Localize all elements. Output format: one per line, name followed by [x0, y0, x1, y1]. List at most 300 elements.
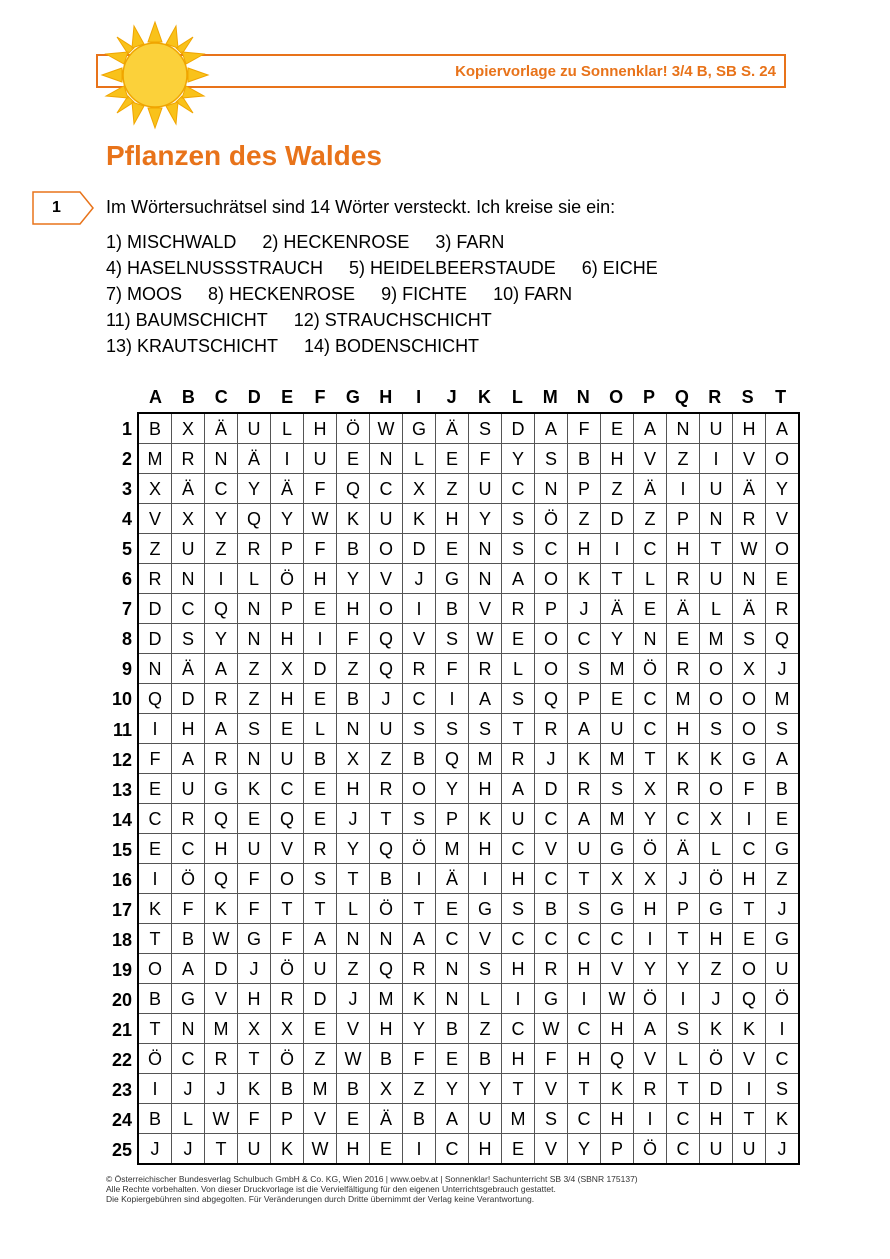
grid-cell[interactable]: T	[634, 744, 667, 774]
grid-cell[interactable]: E	[238, 804, 271, 834]
grid-cell[interactable]: H	[601, 1104, 634, 1134]
grid-cell[interactable]: S	[436, 624, 469, 654]
grid-cell[interactable]: L	[403, 444, 436, 474]
grid-cell[interactable]: V	[634, 444, 667, 474]
grid-cell[interactable]: D	[172, 684, 205, 714]
grid-cell[interactable]: K	[766, 1104, 800, 1134]
grid-cell[interactable]: N	[469, 564, 502, 594]
grid-cell[interactable]: I	[304, 624, 337, 654]
grid-cell[interactable]: M	[601, 654, 634, 684]
grid-cell[interactable]: S	[436, 714, 469, 744]
grid-cell[interactable]: N	[172, 1014, 205, 1044]
grid-cell[interactable]: T	[370, 804, 403, 834]
grid-cell[interactable]: R	[172, 804, 205, 834]
grid-cell[interactable]: I	[667, 984, 700, 1014]
grid-cell[interactable]: I	[469, 864, 502, 894]
grid-cell[interactable]: I	[502, 984, 535, 1014]
grid-cell[interactable]: W	[469, 624, 502, 654]
grid-cell[interactable]: E	[601, 684, 634, 714]
grid-cell[interactable]: U	[370, 504, 403, 534]
grid-cell[interactable]: Ö	[271, 954, 304, 984]
grid-cell[interactable]: O	[535, 564, 568, 594]
grid-cell[interactable]: S	[469, 714, 502, 744]
grid-cell[interactable]: J	[667, 864, 700, 894]
grid-cell[interactable]: C	[601, 924, 634, 954]
grid-cell[interactable]: Ö	[535, 504, 568, 534]
grid-cell[interactable]: Ö	[138, 1044, 172, 1074]
grid-cell[interactable]: H	[304, 564, 337, 594]
grid-cell[interactable]: H	[205, 834, 238, 864]
grid-cell[interactable]: C	[138, 804, 172, 834]
grid-cell[interactable]: I	[436, 684, 469, 714]
grid-cell[interactable]: E	[304, 804, 337, 834]
grid-cell[interactable]: Q	[436, 744, 469, 774]
grid-cell[interactable]: I	[271, 444, 304, 474]
grid-cell[interactable]: B	[535, 894, 568, 924]
grid-cell[interactable]: S	[304, 864, 337, 894]
grid-cell[interactable]: C	[667, 804, 700, 834]
grid-cell[interactable]: Ö	[271, 1044, 304, 1074]
grid-cell[interactable]: Y	[238, 474, 271, 504]
grid-cell[interactable]: V	[535, 1074, 568, 1104]
grid-cell[interactable]: X	[271, 654, 304, 684]
grid-cell[interactable]: N	[337, 924, 370, 954]
grid-cell[interactable]: H	[634, 894, 667, 924]
grid-cell[interactable]: B	[766, 774, 800, 804]
grid-cell[interactable]: F	[271, 924, 304, 954]
grid-cell[interactable]: N	[667, 413, 700, 444]
grid-cell[interactable]: E	[436, 534, 469, 564]
grid-cell[interactable]: T	[700, 534, 733, 564]
grid-cell[interactable]: N	[337, 714, 370, 744]
grid-cell[interactable]: U	[700, 564, 733, 594]
grid-cell[interactable]: C	[370, 474, 403, 504]
grid-cell[interactable]: Ö	[634, 984, 667, 1014]
grid-cell[interactable]: N	[238, 594, 271, 624]
grid-cell[interactable]: Q	[205, 594, 238, 624]
grid-cell[interactable]: H	[469, 1134, 502, 1165]
grid-cell[interactable]: O	[700, 684, 733, 714]
grid-cell[interactable]: Y	[205, 504, 238, 534]
grid-cell[interactable]: B	[370, 1044, 403, 1074]
grid-cell[interactable]: C	[634, 684, 667, 714]
grid-cell[interactable]: Q	[535, 684, 568, 714]
grid-cell[interactable]: B	[172, 924, 205, 954]
grid-cell[interactable]: E	[370, 1134, 403, 1165]
grid-cell[interactable]: F	[403, 1044, 436, 1074]
grid-cell[interactable]: B	[568, 444, 601, 474]
grid-cell[interactable]: Ö	[271, 564, 304, 594]
grid-cell[interactable]: E	[138, 834, 172, 864]
grid-cell[interactable]: Ö	[700, 864, 733, 894]
grid-cell[interactable]: V	[370, 564, 403, 594]
grid-cell[interactable]: I	[403, 1134, 436, 1165]
grid-cell[interactable]: Ö	[634, 1134, 667, 1165]
grid-cell[interactable]: M	[700, 624, 733, 654]
grid-cell[interactable]: E	[304, 774, 337, 804]
grid-cell[interactable]: H	[469, 834, 502, 864]
grid-cell[interactable]: H	[304, 413, 337, 444]
grid-cell[interactable]: T	[733, 1104, 766, 1134]
grid-cell[interactable]: C	[733, 834, 766, 864]
grid-cell[interactable]: V	[535, 1134, 568, 1165]
grid-cell[interactable]: C	[568, 624, 601, 654]
grid-cell[interactable]: Y	[634, 954, 667, 984]
grid-cell[interactable]: U	[370, 714, 403, 744]
grid-cell[interactable]: Ä	[271, 474, 304, 504]
grid-cell[interactable]: X	[733, 654, 766, 684]
grid-cell[interactable]: O	[271, 864, 304, 894]
grid-cell[interactable]: B	[138, 984, 172, 1014]
grid-cell[interactable]: H	[469, 774, 502, 804]
grid-cell[interactable]: E	[502, 1134, 535, 1165]
grid-cell[interactable]: J	[172, 1074, 205, 1104]
grid-cell[interactable]: L	[667, 1044, 700, 1074]
grid-cell[interactable]: O	[535, 624, 568, 654]
grid-cell[interactable]: Ö	[766, 984, 800, 1014]
grid-cell[interactable]: W	[601, 984, 634, 1014]
grid-cell[interactable]: S	[502, 504, 535, 534]
grid-cell[interactable]: G	[601, 834, 634, 864]
grid-cell[interactable]: X	[337, 744, 370, 774]
grid-cell[interactable]: H	[502, 1044, 535, 1074]
grid-cell[interactable]: P	[601, 1134, 634, 1165]
grid-cell[interactable]: P	[271, 534, 304, 564]
grid-cell[interactable]: Ä	[667, 834, 700, 864]
grid-cell[interactable]: M	[601, 744, 634, 774]
grid-cell[interactable]: K	[138, 894, 172, 924]
grid-cell[interactable]: C	[502, 1014, 535, 1044]
grid-cell[interactable]: Ä	[634, 474, 667, 504]
grid-cell[interactable]: I	[667, 474, 700, 504]
grid-cell[interactable]: O	[403, 774, 436, 804]
grid-cell[interactable]: E	[436, 1044, 469, 1074]
grid-cell[interactable]: D	[502, 413, 535, 444]
grid-cell[interactable]: Z	[436, 474, 469, 504]
grid-cell[interactable]: Q	[205, 864, 238, 894]
grid-cell[interactable]: L	[700, 834, 733, 864]
grid-cell[interactable]: X	[634, 774, 667, 804]
grid-cell[interactable]: R	[238, 534, 271, 564]
grid-cell[interactable]: P	[271, 594, 304, 624]
grid-cell[interactable]: Q	[370, 954, 403, 984]
grid-cell[interactable]: K	[403, 984, 436, 1014]
grid-cell[interactable]: B	[337, 684, 370, 714]
grid-cell[interactable]: M	[766, 684, 800, 714]
grid-cell[interactable]: X	[700, 804, 733, 834]
grid-cell[interactable]: Z	[700, 954, 733, 984]
grid-cell[interactable]: W	[370, 413, 403, 444]
grid-cell[interactable]: R	[304, 834, 337, 864]
grid-cell[interactable]: Y	[337, 564, 370, 594]
grid-cell[interactable]: V	[535, 834, 568, 864]
grid-cell[interactable]: U	[601, 714, 634, 744]
grid-cell[interactable]: R	[535, 954, 568, 984]
grid-cell[interactable]: U	[172, 774, 205, 804]
grid-cell[interactable]: S	[502, 534, 535, 564]
grid-cell[interactable]: Z	[238, 654, 271, 684]
grid-cell[interactable]: X	[238, 1014, 271, 1044]
grid-cell[interactable]: T	[138, 1014, 172, 1044]
grid-cell[interactable]: S	[700, 714, 733, 744]
grid-cell[interactable]: K	[403, 504, 436, 534]
grid-cell[interactable]: B	[403, 1104, 436, 1134]
grid-cell[interactable]: F	[733, 774, 766, 804]
grid-cell[interactable]: C	[535, 864, 568, 894]
grid-cell[interactable]: V	[634, 1044, 667, 1074]
grid-cell[interactable]: C	[634, 534, 667, 564]
grid-cell[interactable]: G	[238, 924, 271, 954]
grid-cell[interactable]: X	[271, 1014, 304, 1044]
grid-cell[interactable]: S	[601, 774, 634, 804]
grid-cell[interactable]: Ö	[337, 413, 370, 444]
grid-cell[interactable]: Ä	[601, 594, 634, 624]
grid-cell[interactable]: Z	[601, 474, 634, 504]
grid-cell[interactable]: U	[304, 954, 337, 984]
grid-cell[interactable]: U	[700, 413, 733, 444]
grid-cell[interactable]: B	[469, 1044, 502, 1074]
grid-cell[interactable]: Z	[138, 534, 172, 564]
grid-cell[interactable]: H	[733, 864, 766, 894]
grid-cell[interactable]: A	[535, 413, 568, 444]
grid-cell[interactable]: H	[700, 1104, 733, 1134]
grid-cell[interactable]: N	[436, 954, 469, 984]
grid-cell[interactable]: R	[667, 564, 700, 594]
grid-cell[interactable]: D	[205, 954, 238, 984]
grid-cell[interactable]: T	[271, 894, 304, 924]
grid-cell[interactable]: C	[667, 1104, 700, 1134]
grid-cell[interactable]: L	[172, 1104, 205, 1134]
grid-cell[interactable]: K	[568, 744, 601, 774]
grid-cell[interactable]: M	[304, 1074, 337, 1104]
grid-cell[interactable]: B	[436, 1014, 469, 1044]
grid-cell[interactable]: C	[172, 594, 205, 624]
grid-cell[interactable]: F	[568, 413, 601, 444]
grid-cell[interactable]: Q	[238, 504, 271, 534]
grid-cell[interactable]: W	[205, 924, 238, 954]
grid-cell[interactable]: Q	[370, 654, 403, 684]
grid-cell[interactable]: P	[667, 894, 700, 924]
grid-cell[interactable]: L	[337, 894, 370, 924]
grid-cell[interactable]: S	[568, 894, 601, 924]
grid-cell[interactable]: H	[337, 594, 370, 624]
grid-cell[interactable]: N	[370, 924, 403, 954]
grid-cell[interactable]: A	[205, 654, 238, 684]
grid-cell[interactable]: A	[766, 413, 800, 444]
grid-cell[interactable]: Z	[337, 654, 370, 684]
grid-cell[interactable]: B	[337, 534, 370, 564]
grid-cell[interactable]: Z	[337, 954, 370, 984]
grid-cell[interactable]: R	[205, 1044, 238, 1074]
grid-cell[interactable]: S	[535, 444, 568, 474]
grid-cell[interactable]: N	[172, 564, 205, 594]
grid-cell[interactable]: V	[337, 1014, 370, 1044]
grid-cell[interactable]: J	[238, 954, 271, 984]
grid-cell[interactable]: H	[271, 624, 304, 654]
grid-cell[interactable]: R	[271, 984, 304, 1014]
grid-cell[interactable]: K	[469, 804, 502, 834]
grid-cell[interactable]: L	[271, 413, 304, 444]
grid-cell[interactable]: H	[337, 1134, 370, 1165]
grid-cell[interactable]: F	[172, 894, 205, 924]
grid-cell[interactable]: U	[271, 744, 304, 774]
grid-cell[interactable]: W	[304, 1134, 337, 1165]
grid-cell[interactable]: E	[304, 684, 337, 714]
grid-cell[interactable]: K	[337, 504, 370, 534]
grid-cell[interactable]: R	[568, 774, 601, 804]
grid-cell[interactable]: P	[271, 1104, 304, 1134]
grid-cell[interactable]: S	[469, 954, 502, 984]
grid-cell[interactable]: Z	[766, 864, 800, 894]
grid-cell[interactable]: R	[403, 654, 436, 684]
grid-cell[interactable]: Ä	[370, 1104, 403, 1134]
grid-cell[interactable]: O	[700, 654, 733, 684]
grid-cell[interactable]: M	[205, 1014, 238, 1044]
grid-cell[interactable]: B	[337, 1074, 370, 1104]
grid-cell[interactable]: B	[403, 744, 436, 774]
grid-cell[interactable]: S	[535, 1104, 568, 1134]
grid-cell[interactable]: S	[502, 894, 535, 924]
grid-cell[interactable]: A	[172, 954, 205, 984]
grid-cell[interactable]: G	[766, 924, 800, 954]
grid-cell[interactable]: H	[502, 864, 535, 894]
grid-cell[interactable]: H	[667, 534, 700, 564]
grid-cell[interactable]: M	[667, 684, 700, 714]
grid-cell[interactable]: Ö	[634, 654, 667, 684]
grid-cell[interactable]: E	[601, 413, 634, 444]
grid-cell[interactable]: N	[436, 984, 469, 1014]
grid-cell[interactable]: K	[238, 774, 271, 804]
grid-cell[interactable]: E	[337, 444, 370, 474]
grid-cell[interactable]: C	[502, 924, 535, 954]
grid-cell[interactable]: F	[138, 744, 172, 774]
grid-cell[interactable]: E	[337, 1104, 370, 1134]
grid-cell[interactable]: V	[304, 1104, 337, 1134]
grid-cell[interactable]: Y	[337, 834, 370, 864]
grid-cell[interactable]: L	[634, 564, 667, 594]
grid-cell[interactable]: Q	[733, 984, 766, 1014]
grid-cell[interactable]: T	[403, 894, 436, 924]
grid-cell[interactable]: U	[469, 474, 502, 504]
grid-cell[interactable]: G	[436, 564, 469, 594]
grid-cell[interactable]: I	[733, 1074, 766, 1104]
grid-cell[interactable]: Y	[766, 474, 800, 504]
grid-cell[interactable]: T	[502, 1074, 535, 1104]
grid-cell[interactable]: W	[733, 534, 766, 564]
grid-cell[interactable]: I	[733, 804, 766, 834]
grid-cell[interactable]: A	[766, 744, 800, 774]
grid-cell[interactable]: E	[766, 804, 800, 834]
grid-cell[interactable]: J	[337, 804, 370, 834]
grid-cell[interactable]: F	[238, 1104, 271, 1134]
grid-cell[interactable]: R	[205, 744, 238, 774]
grid-cell[interactable]: N	[634, 624, 667, 654]
grid-cell[interactable]: I	[634, 924, 667, 954]
grid-cell[interactable]: Ö	[634, 834, 667, 864]
grid-cell[interactable]: W	[205, 1104, 238, 1134]
grid-cell[interactable]: D	[138, 594, 172, 624]
grid-cell[interactable]: R	[205, 684, 238, 714]
grid-cell[interactable]: E	[304, 1014, 337, 1044]
grid-cell[interactable]: W	[535, 1014, 568, 1044]
grid-cell[interactable]: J	[766, 1134, 800, 1165]
grid-cell[interactable]: X	[138, 474, 172, 504]
grid-cell[interactable]: J	[766, 654, 800, 684]
grid-cell[interactable]: P	[535, 594, 568, 624]
grid-cell[interactable]: H	[667, 714, 700, 744]
grid-cell[interactable]: C	[436, 1134, 469, 1165]
grid-cell[interactable]: S	[403, 714, 436, 744]
grid-cell[interactable]: G	[403, 413, 436, 444]
grid-cell[interactable]: F	[304, 474, 337, 504]
grid-cell[interactable]: C	[535, 804, 568, 834]
grid-cell[interactable]: T	[337, 864, 370, 894]
grid-cell[interactable]: P	[436, 804, 469, 834]
grid-cell[interactable]: H	[337, 774, 370, 804]
grid-cell[interactable]: Z	[205, 534, 238, 564]
grid-cell[interactable]: R	[733, 504, 766, 534]
grid-cell[interactable]: U	[733, 1134, 766, 1165]
grid-cell[interactable]: B	[138, 413, 172, 444]
grid-cell[interactable]: H	[502, 954, 535, 984]
grid-cell[interactable]: A	[502, 564, 535, 594]
grid-cell[interactable]: E	[271, 714, 304, 744]
grid-cell[interactable]: I	[138, 714, 172, 744]
grid-cell[interactable]: S	[502, 684, 535, 714]
grid-cell[interactable]: Ö	[403, 834, 436, 864]
grid-cell[interactable]: Q	[205, 804, 238, 834]
grid-cell[interactable]: M	[436, 834, 469, 864]
grid-cell[interactable]: H	[568, 534, 601, 564]
grid-cell[interactable]: R	[469, 654, 502, 684]
grid-cell[interactable]: S	[172, 624, 205, 654]
grid-cell[interactable]: J	[568, 594, 601, 624]
grid-cell[interactable]: N	[535, 474, 568, 504]
grid-cell[interactable]: N	[238, 624, 271, 654]
grid-cell[interactable]: T	[733, 894, 766, 924]
grid-cell[interactable]: X	[403, 474, 436, 504]
grid-cell[interactable]: O	[370, 594, 403, 624]
grid-cell[interactable]: P	[568, 684, 601, 714]
grid-cell[interactable]: S	[733, 624, 766, 654]
grid-cell[interactable]: R	[667, 654, 700, 684]
grid-cell[interactable]: C	[172, 1044, 205, 1074]
grid-cell[interactable]: H	[568, 954, 601, 984]
grid-cell[interactable]: A	[205, 714, 238, 744]
grid-cell[interactable]: T	[667, 1074, 700, 1104]
grid-cell[interactable]: H	[271, 684, 304, 714]
grid-cell[interactable]: O	[535, 654, 568, 684]
grid-cell[interactable]: N	[733, 564, 766, 594]
grid-cell[interactable]: K	[700, 1014, 733, 1044]
grid-cell[interactable]: R	[535, 714, 568, 744]
grid-cell[interactable]: F	[535, 1044, 568, 1074]
grid-cell[interactable]: G	[205, 774, 238, 804]
grid-cell[interactable]: K	[205, 894, 238, 924]
grid-cell[interactable]: T	[205, 1134, 238, 1165]
grid-cell[interactable]: U	[766, 954, 800, 984]
grid-cell[interactable]: O	[138, 954, 172, 984]
grid-cell[interactable]: A	[436, 1104, 469, 1134]
grid-cell[interactable]: Y	[502, 444, 535, 474]
grid-cell[interactable]: U	[238, 413, 271, 444]
grid-cell[interactable]: S	[667, 1014, 700, 1044]
grid-cell[interactable]: Ö	[370, 894, 403, 924]
grid-cell[interactable]: K	[271, 1134, 304, 1165]
grid-cell[interactable]: M	[601, 804, 634, 834]
grid-cell[interactable]: K	[733, 1014, 766, 1044]
grid-cell[interactable]: D	[403, 534, 436, 564]
